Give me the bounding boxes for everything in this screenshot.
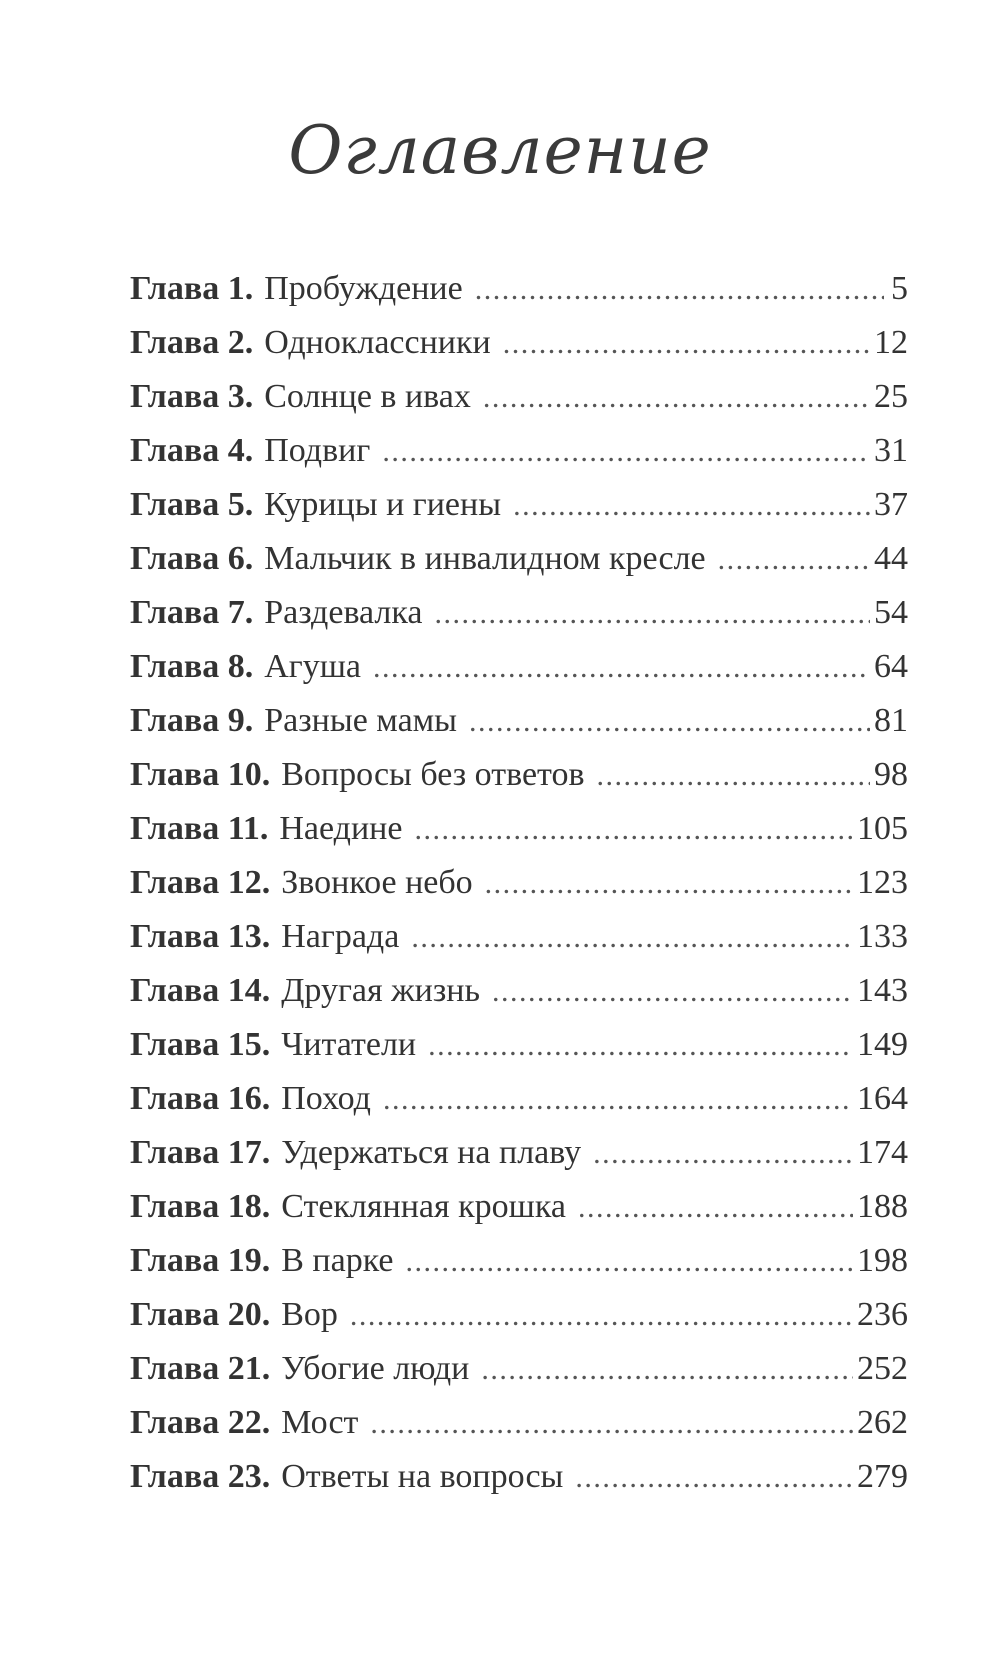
chapter-number: Глава 6.	[130, 540, 254, 577]
chapter-title: Читатели	[281, 1026, 417, 1063]
dot-leader	[475, 263, 884, 317]
chapter-title: Одноклассники	[264, 324, 491, 361]
page-number: 81	[874, 702, 908, 739]
dot-leader	[492, 965, 853, 1019]
chapter-number: Глава 1.	[130, 270, 254, 307]
toc-entry	[130, 1288, 908, 1342]
chapter-title: Солнце в ивах	[264, 378, 471, 415]
page-number: 279	[857, 1458, 908, 1495]
chapter-number: Глава 12.	[130, 864, 271, 901]
chapter-title: Другая жизнь	[281, 972, 480, 1009]
dot-leader	[718, 533, 870, 587]
toc-entry	[130, 532, 908, 586]
toc-entry	[130, 1396, 908, 1450]
dot-leader	[485, 857, 853, 911]
page-number: 5	[891, 270, 908, 307]
dot-leader	[575, 1451, 853, 1505]
dot-leader	[469, 695, 870, 749]
toc-entry	[130, 478, 908, 532]
page-number: 143	[857, 972, 908, 1009]
dot-leader	[370, 1397, 853, 1451]
toc-entry	[130, 1234, 908, 1288]
chapter-number: Глава 22.	[130, 1404, 271, 1441]
chapter-number: Глава 20.	[130, 1296, 271, 1333]
toc-entry	[130, 1342, 908, 1396]
page-number: 64	[874, 648, 908, 685]
toc-entry	[130, 586, 908, 640]
page-title: Оглавление	[288, 112, 712, 189]
dot-leader	[435, 587, 871, 641]
chapter-title: Курицы и гиены	[264, 486, 502, 523]
chapter-title: Награда	[281, 918, 400, 955]
chapter-number: Глава 13.	[130, 918, 271, 955]
chapter-number: Глава 4.	[130, 432, 254, 469]
toc-entry	[130, 1072, 908, 1126]
page-number: 174	[857, 1134, 908, 1171]
page-number: 12	[874, 324, 908, 361]
chapter-title: Агуша	[264, 648, 362, 685]
chapter-number: Глава 19.	[130, 1242, 271, 1279]
dot-leader	[383, 1073, 853, 1127]
chapter-title: Разные мамы	[264, 702, 458, 739]
dot-leader	[414, 803, 853, 857]
chapter-number: Глава 14.	[130, 972, 271, 1009]
toc-entry	[130, 1018, 908, 1072]
page-number: 54	[874, 594, 908, 631]
page-number: 98	[874, 756, 908, 793]
dot-leader	[483, 371, 870, 425]
page-number: 37	[874, 486, 908, 523]
toc-entry	[130, 856, 908, 910]
dot-leader	[481, 1343, 853, 1397]
chapter-number: Глава 3.	[130, 378, 254, 415]
chapter-number: Глава 9.	[130, 702, 254, 739]
chapter-number: Глава 15.	[130, 1026, 271, 1063]
chapter-title: Звонкое небо	[281, 864, 473, 901]
chapter-number: Глава 16.	[130, 1080, 271, 1117]
toc-entry	[130, 748, 908, 802]
chapter-title: Пробуждение	[264, 270, 463, 307]
chapter-number: Глава 21.	[130, 1350, 271, 1387]
dot-leader	[411, 911, 853, 965]
chapter-number: Глава 2.	[130, 324, 254, 361]
chapter-number: Глава 11.	[130, 810, 269, 847]
page-number: 198	[857, 1242, 908, 1279]
chapter-title: В парке	[281, 1242, 394, 1279]
page-number: 236	[857, 1296, 908, 1333]
chapter-number: Глава 18.	[130, 1188, 271, 1225]
toc-entry	[130, 424, 908, 478]
page-number: 164	[857, 1080, 908, 1117]
chapter-title: Раздевалка	[264, 594, 423, 631]
chapter-number: Глава 5.	[130, 486, 254, 523]
page-number: 44	[874, 540, 908, 577]
dot-leader	[405, 1235, 853, 1289]
dot-leader	[373, 641, 870, 695]
page-number: 123	[857, 864, 908, 901]
toc-entry	[130, 262, 908, 316]
dot-leader	[350, 1289, 853, 1343]
toc-entry	[130, 640, 908, 694]
dot-leader	[503, 317, 870, 371]
chapter-title: Удержаться на плаву	[281, 1134, 582, 1171]
chapter-number: Глава 17.	[130, 1134, 271, 1171]
page-number: 149	[857, 1026, 908, 1063]
page-number: 31	[874, 432, 908, 469]
chapter-title: Стеклянная крошка	[281, 1188, 566, 1225]
toc-entry	[130, 964, 908, 1018]
toc-entry	[130, 1126, 908, 1180]
dot-leader	[428, 1019, 853, 1073]
toc-entry	[130, 316, 908, 370]
dot-leader	[513, 479, 870, 533]
dot-leader	[578, 1181, 853, 1235]
chapter-number: Глава 23.	[130, 1458, 271, 1495]
page-number: 105	[857, 810, 908, 847]
chapter-title: Наедине	[279, 810, 403, 847]
page-number: 133	[857, 918, 908, 955]
chapter-number: Глава 8.	[130, 648, 254, 685]
toc-entry	[130, 910, 908, 964]
table-of-contents	[130, 262, 908, 1504]
chapter-title: Ответы на вопросы	[281, 1458, 564, 1495]
chapter-title: Убогие люди	[281, 1350, 470, 1387]
dot-leader	[382, 425, 870, 479]
chapter-number: Глава 10.	[130, 756, 271, 793]
toc-entry	[130, 694, 908, 748]
page-number: 188	[857, 1188, 908, 1225]
toc-entry	[130, 802, 908, 856]
toc-entry	[130, 370, 908, 424]
chapter-title: Мальчик в инвалидном кресле	[264, 540, 706, 577]
page-number: 25	[874, 378, 908, 415]
page-number: 252	[857, 1350, 908, 1387]
dot-leader	[597, 749, 871, 803]
chapter-title: Мост	[281, 1404, 359, 1441]
page-number: 262	[857, 1404, 908, 1441]
chapter-title: Поход	[281, 1080, 371, 1117]
chapter-number: Глава 7.	[130, 594, 254, 631]
toc-entry	[130, 1180, 908, 1234]
chapter-title: Вопросы без ответов	[281, 756, 585, 793]
chapter-title: Вор	[281, 1296, 338, 1333]
toc-entry	[130, 1450, 908, 1504]
dot-leader	[593, 1127, 853, 1181]
chapter-title: Подвиг	[264, 432, 371, 469]
